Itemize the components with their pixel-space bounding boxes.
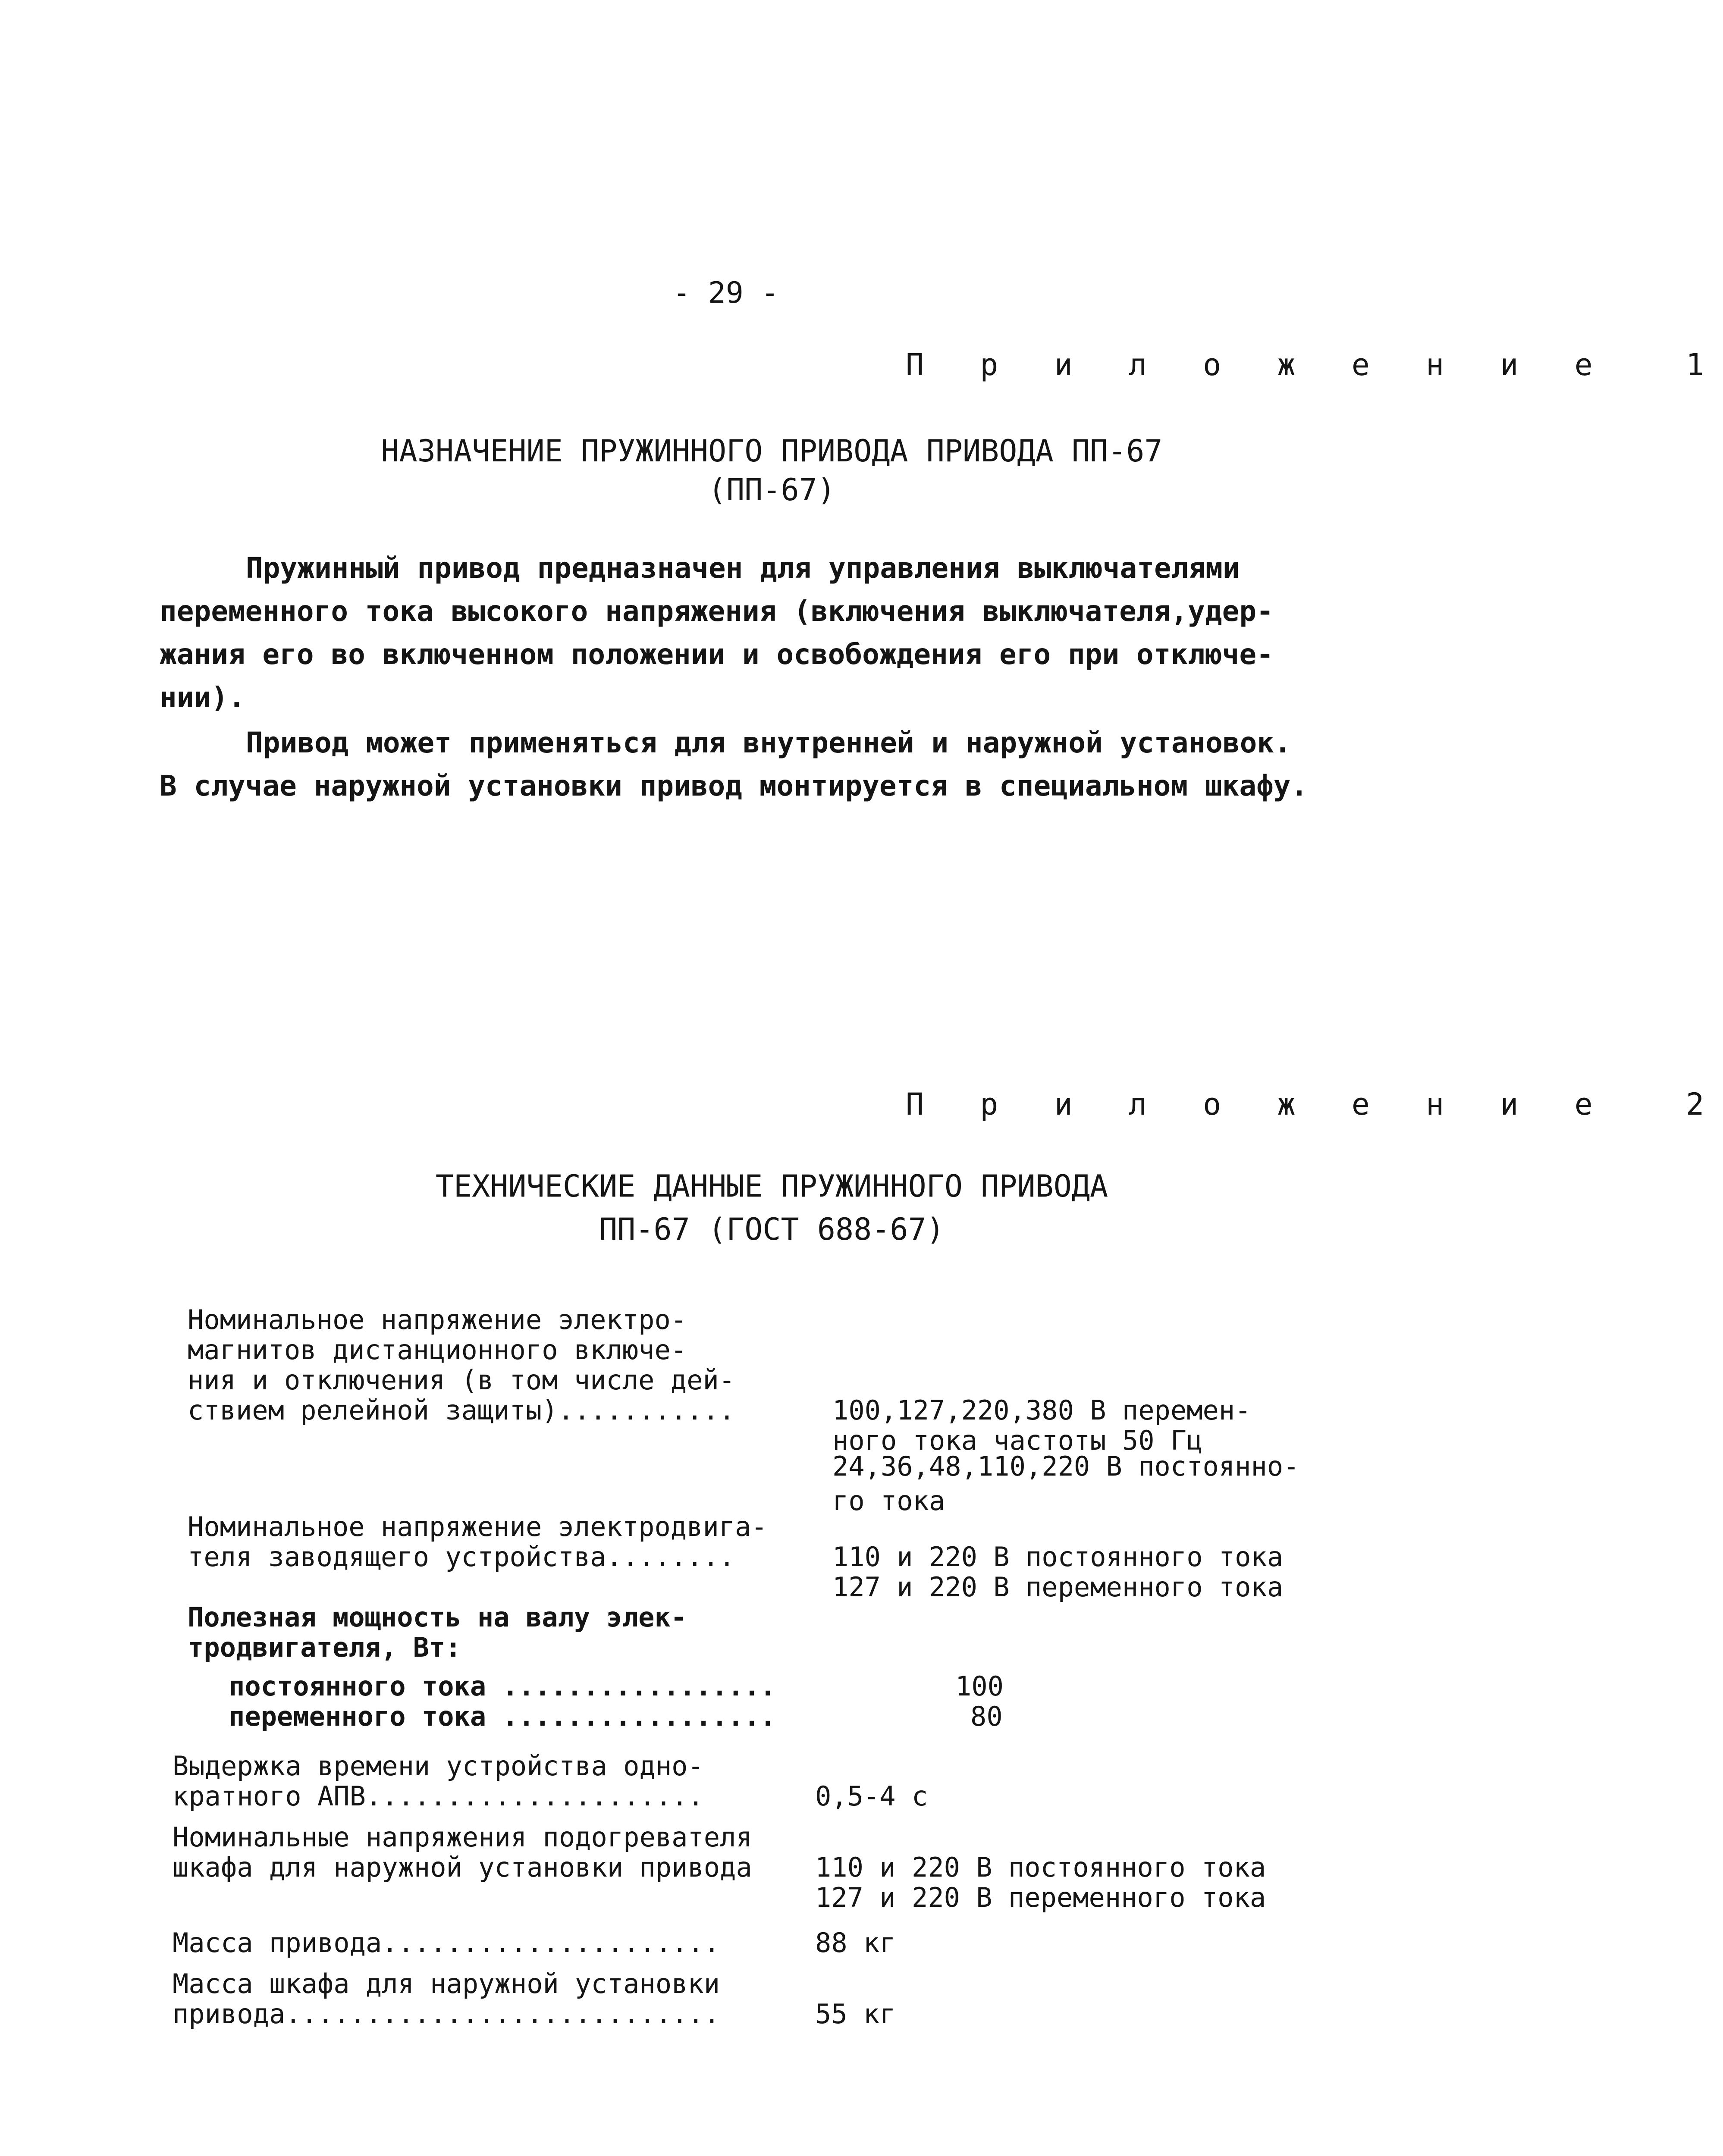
row-value-line: 55 кг [815,1998,896,2030]
row-label-line: Масса шкафа для наружной установки [173,1968,720,1999]
row-label-line: кратного АПВ..................... [173,1780,704,1812]
row-value-line: 24,36,48,110,220 В постоянно- [832,1451,1299,1482]
row-value-line: 110 и 220 В постоянного тока [815,1852,1266,1883]
row-label-line: тродвигателя, Вт: [188,1632,461,1663]
row-value-line: го тока [832,1485,945,1517]
row-label-line: магнитов дистанционного включе- [188,1334,687,1366]
row-label-line: Номинальное напряжение электродвига- [188,1511,767,1542]
row-sub-value: 100 [955,1670,1004,1702]
row-label-line: Выдержка времени устройства одно- [173,1750,704,1782]
row-sub-value: 80 [970,1701,1003,1732]
paragraph-line: жания его во включенном положении и освобождения его при отключе- [160,638,1274,671]
paragraph-line: нии). [160,681,245,714]
paragraph-line: Пружинный привод предназначен для управления выключателями [246,552,1240,585]
row-label-line: Номинальные напряжения подогревателя [173,1821,752,1853]
row-label-line: ния и отключения (в том числе дей- [188,1364,735,1396]
row-label-line: Номинальное напряжение электро- [188,1304,687,1335]
row-label-line: привода........................... [173,1998,720,2030]
row-value-line: 110 и 220 В постоянного тока [832,1541,1284,1573]
page-number: - 29 - [673,276,779,310]
row-label-line: ствием релейной защиты)........... [188,1395,735,1426]
paragraph-line: В случае наружной установки привод монтируется в специальном шкафу. [160,769,1308,802]
row-label-line: Масса привода..................... [173,1927,720,1959]
row-sub-label: переменного тока ................. [229,1701,776,1732]
row-value-line: 100,127,220,380 В перемен- [832,1395,1251,1426]
row-label-line: теля заводящего устройства........ [188,1541,735,1573]
row-value-line: 127 и 220 В переменного тока [832,1571,1284,1603]
appendix-2-subtitle: ПП-67 (ГОСТ 688-67) [599,1212,945,1247]
row-sub-label: постоянного тока ................. [229,1670,776,1702]
row-value-line: ного тока частоты 50 Гц [832,1425,1203,1456]
row-value-line: 0,5-4 с [815,1780,928,1812]
row-value-line: 127 и 220 В переменного тока [815,1882,1266,1913]
appendix-1-label: П р и л о ж е н и е 1 [906,347,1723,382]
row-label-line: Полезная мощность на валу элек- [188,1601,687,1633]
row-value-line: 88 кг [815,1927,896,1959]
appendix-2-title: ТЕХНИЧЕСКИЕ ДАННЫЕ ПРУЖИННОГО ПРИВОДА [435,1169,1108,1204]
row-label-line: шкафа для наружной установки привода [173,1852,752,1883]
paragraph-line: переменного тока высокого напряжения (включения выключателя,удер- [160,595,1274,628]
appendix-2-label: П р и л о ж е н и е 2 [906,1087,1723,1122]
paragraph-line: Привод может применяться для внутренней и наружной установок. [246,726,1291,759]
appendix-1-title: НАЗНАЧЕНИЕ ПРУЖИННОГО ПРИВОДА ПРИВОДА ПП-67 [381,433,1163,469]
appendix-1-subtitle: (ПП-67) [708,472,835,508]
